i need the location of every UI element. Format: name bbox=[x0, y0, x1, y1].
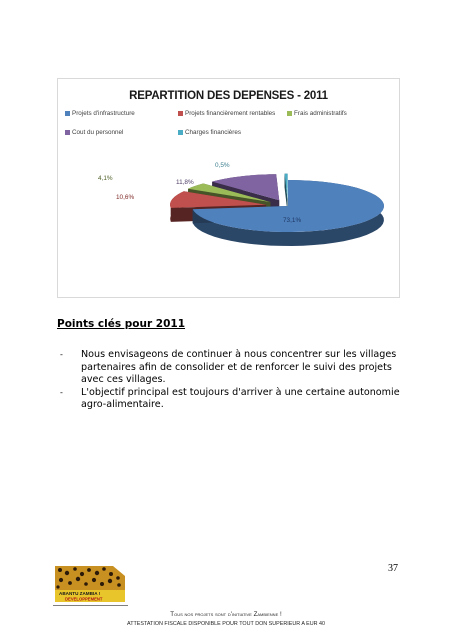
legend-label: Charges financières bbox=[185, 129, 242, 136]
bullet-text: Nous envisageons de continuer à nous concentrer sur les villages partenaires afin de consolider et de renforcer le suivi des projets avec ces villages. bbox=[81, 349, 397, 385]
slice-data-label: 10,6% bbox=[116, 194, 135, 201]
logo-text-line2: DEVELOPPEMENT bbox=[65, 596, 103, 602]
bullet-marker: - bbox=[60, 350, 63, 359]
list-item bbox=[60, 349, 400, 387]
page-number: 37 bbox=[388, 563, 398, 574]
legend-label: Cout du personnel bbox=[72, 129, 124, 136]
footer-divider bbox=[53, 605, 128, 606]
bullet-marker: - bbox=[60, 387, 63, 397]
legend-label: Projets d'infrastructure bbox=[72, 110, 135, 117]
footer-tax-note: ATTESTATION FISCALE DISPONIBLE POUR TOUT DON SUPERIEUR A EUR 40 bbox=[127, 621, 325, 627]
bullet-list bbox=[60, 349, 400, 412]
slice-data-label: 0,5% bbox=[215, 162, 230, 169]
pie-chart bbox=[57, 78, 400, 298]
bullet-text: L'objectif principal est toujours d'arriver à une certaine autonomie agro-alimentaire. bbox=[81, 386, 400, 410]
chart-title: REPARTITION DES DEPENSES - 2011 bbox=[129, 90, 328, 102]
legend-label: Projets financièrement rentables bbox=[185, 110, 276, 117]
logo-text-line1: ABANTU ZAMBIA ! bbox=[59, 591, 101, 596]
section-heading: Points clés pour 2011 bbox=[57, 318, 186, 330]
slice-data-label: 11,8% bbox=[176, 179, 194, 186]
legend-label: Frais administratifs bbox=[294, 110, 347, 117]
list-item bbox=[60, 387, 400, 412]
slice-data-label: 73,1% bbox=[283, 217, 302, 224]
pie-plot bbox=[58, 79, 399, 297]
footer-tagline: Tous nos projets sont d'initiative Zambienne ! bbox=[170, 611, 282, 618]
abantu-logo bbox=[53, 564, 128, 604]
slice-data-label: 4,1% bbox=[98, 175, 113, 182]
